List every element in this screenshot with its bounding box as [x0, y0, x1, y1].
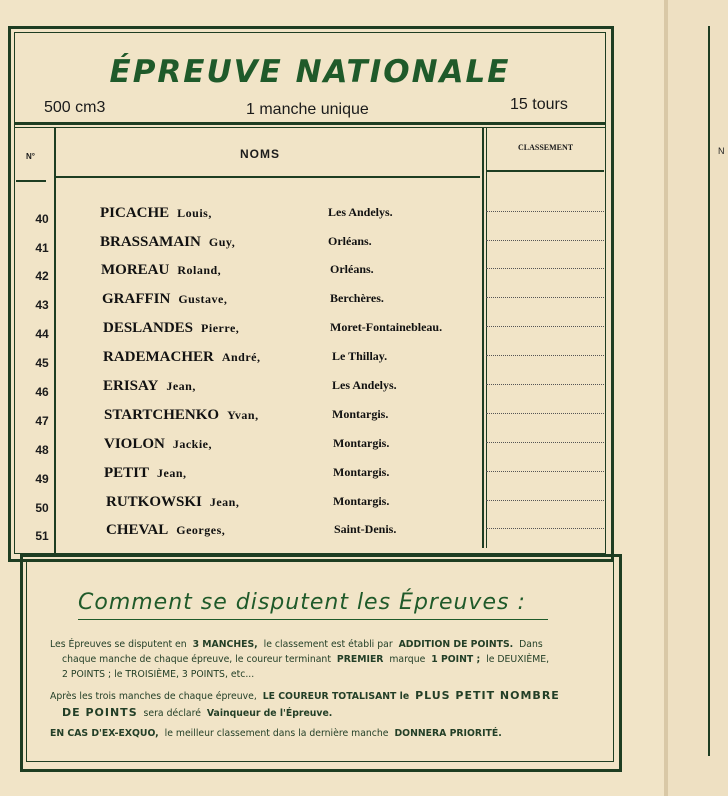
p1-l2-d: 1 POINT ;	[431, 654, 481, 665]
rider-last-name: PICACHE	[100, 205, 170, 221]
rider-number: 41	[35, 241, 49, 255]
adjacent-col-num: N	[718, 146, 725, 156]
heading-underline	[78, 619, 548, 620]
rider-city: Montargis.	[333, 465, 390, 479]
rider-city: Moret-Fontainebleau.	[330, 320, 443, 334]
p2-text-a: Après les trois manches de chaque épreuve,	[50, 691, 257, 702]
rider-name	[104, 407, 259, 424]
rider-city: Orléans.	[330, 262, 374, 276]
col-num-header: N°	[26, 152, 35, 161]
rider-number: 47	[35, 414, 49, 428]
p2-text-d: DE POINTS	[62, 706, 138, 719]
rider-number: 51	[35, 529, 49, 543]
ranking-blank-line	[486, 326, 604, 327]
rider-city: Montargis.	[332, 407, 389, 421]
p2-text-f: Vainqueur de l'Épreuve.	[206, 708, 333, 719]
rider-city: Berchères.	[330, 291, 384, 305]
adjacent-page	[668, 0, 728, 796]
rider-first-name: Jean,	[209, 495, 240, 509]
rider-city: Orléans.	[328, 234, 372, 248]
rider-last-name: ERISAY	[103, 378, 159, 394]
rider-first-name: André,	[221, 350, 261, 364]
ranking-blank-line	[486, 240, 604, 241]
col-divider-right	[482, 128, 484, 548]
rider-city: Le Thillay.	[332, 349, 388, 363]
rules-paragraph-1-line-2	[62, 652, 602, 668]
rider-name	[106, 494, 239, 511]
rider-first-name: Roland,	[177, 263, 222, 277]
rider-number: 46	[35, 385, 49, 399]
rules-paragraph-1-line-3: 2 POINTS ; le TROISIÈME, 3 POINTS, etc...	[62, 669, 255, 680]
rider-number: 50	[35, 501, 49, 515]
rider-last-name: MOREAU	[101, 262, 170, 278]
event-laps: 15 tours	[510, 96, 568, 113]
rider-last-name: RADEMACHER	[103, 349, 214, 365]
rules-paragraph-2	[50, 688, 610, 705]
ranking-blank-line	[486, 471, 604, 472]
rider-first-name: Pierre,	[201, 321, 240, 335]
col-names-header: NOMS	[240, 147, 280, 161]
ranking-blank-line	[486, 211, 604, 212]
rider-last-name: GRAFFIN	[102, 291, 171, 307]
col-divider-right-2	[486, 128, 487, 548]
event-class: 500 cm3	[44, 99, 106, 116]
header-rule	[14, 122, 606, 125]
rider-first-name: Georges,	[176, 523, 226, 537]
p1-l2-c: marque	[389, 654, 426, 665]
rules-heading	[78, 590, 526, 615]
rider-last-name: VIOLON	[104, 436, 165, 452]
rider-first-name: Jackie,	[172, 437, 213, 451]
p3-text-c: DONNERA PRIORITÉ.	[394, 728, 502, 739]
p1-l2-b: PREMIER	[336, 654, 384, 665]
col-divider-left	[54, 128, 56, 553]
rider-city: Saint-Denis.	[334, 522, 397, 536]
rider-name	[101, 262, 221, 279]
header-rule-thin	[14, 127, 606, 128]
p1-l2-a: chaque manche de chaque épreuve, le coureur terminant	[62, 654, 331, 665]
p3-text-b: le meilleur classement dans la dernière manche	[164, 728, 389, 739]
rider-last-name: STARTCHENKO	[104, 407, 220, 423]
rank-bottom-rule	[486, 170, 604, 172]
rider-name	[100, 234, 235, 251]
rider-last-name: CHEVAL	[106, 522, 169, 538]
rider-number: 45	[35, 356, 49, 370]
rider-last-name: DESLANDES	[103, 320, 194, 336]
event-format: 1 manche unique	[246, 101, 369, 118]
ranking-blank-line	[486, 413, 604, 414]
rider-name	[104, 465, 187, 482]
p1-text-c: le classement est établi par	[263, 639, 393, 650]
rider-first-name: Gustave,	[178, 292, 228, 306]
rider-name	[106, 522, 225, 539]
rider-first-name: Yvan,	[227, 408, 259, 422]
names-bottom-rule	[56, 176, 480, 178]
p1-text-e: Dans	[519, 639, 543, 650]
ranking-blank-line	[486, 442, 604, 443]
rider-last-name: BRASSAMAIN	[100, 234, 201, 250]
rider-city: Les Andelys.	[332, 378, 397, 392]
rider-city: Les Andelys.	[328, 205, 393, 219]
rider-number: 42	[35, 269, 49, 283]
p1-text-a: Les Épreuves se disputent en	[50, 639, 187, 650]
rules-paragraph-1	[50, 637, 610, 653]
rider-last-name: RUTKOWSKI	[106, 494, 202, 510]
num-bottom-rule	[16, 180, 46, 182]
p2-text-c: PLUS PETIT NOMBRE	[415, 689, 560, 702]
rider-number: 49	[35, 472, 49, 486]
rider-first-name: Jean,	[166, 379, 196, 393]
rules-heading-text: Comment se disputent les Épreuves :	[78, 590, 526, 615]
rider-number: 43	[35, 298, 49, 312]
ranking-blank-line	[486, 355, 604, 356]
p2-text-b: LE COUREUR TOTALISANT le	[262, 691, 410, 702]
rider-first-name: Jean,	[157, 466, 187, 480]
p1-l2-e: le DEUXIÈME,	[486, 654, 550, 665]
rider-city: Montargis.	[333, 436, 390, 450]
ranking-blank-line	[486, 528, 604, 529]
rider-name	[102, 291, 227, 308]
rider-last-name: PETIT	[104, 465, 150, 481]
p1-text-b: 3 MANCHES,	[192, 639, 258, 650]
rules-paragraph-3	[50, 726, 610, 742]
rider-number: 44	[35, 327, 49, 341]
ranking-blank-line	[486, 297, 604, 298]
rider-name	[103, 349, 261, 366]
rider-number: 48	[35, 443, 49, 457]
p1-text-d: ADDITION DE POINTS.	[398, 639, 514, 650]
rules-paragraph-2-line-2	[62, 705, 602, 722]
event-title: ÉPREUVE NATIONALE	[109, 54, 511, 90]
rider-first-name: Guy,	[208, 235, 236, 249]
ranking-blank-line	[486, 268, 604, 269]
rider-number: 40	[35, 212, 49, 226]
ranking-blank-line	[486, 384, 604, 385]
rider-name	[103, 378, 196, 395]
p2-text-e: sera déclaré	[143, 708, 201, 719]
col-rank-header: CLASSEMENT	[518, 143, 574, 152]
rider-name	[104, 436, 212, 453]
adjacent-frame-left	[708, 26, 710, 756]
p3-text-a: EN CAS D'EX-EXQUO,	[50, 728, 159, 739]
rider-name	[103, 320, 239, 337]
ranking-blank-line	[486, 500, 604, 501]
rider-name	[100, 205, 212, 222]
rider-city: Montargis.	[333, 494, 390, 508]
rider-first-name: Louis,	[177, 206, 212, 220]
